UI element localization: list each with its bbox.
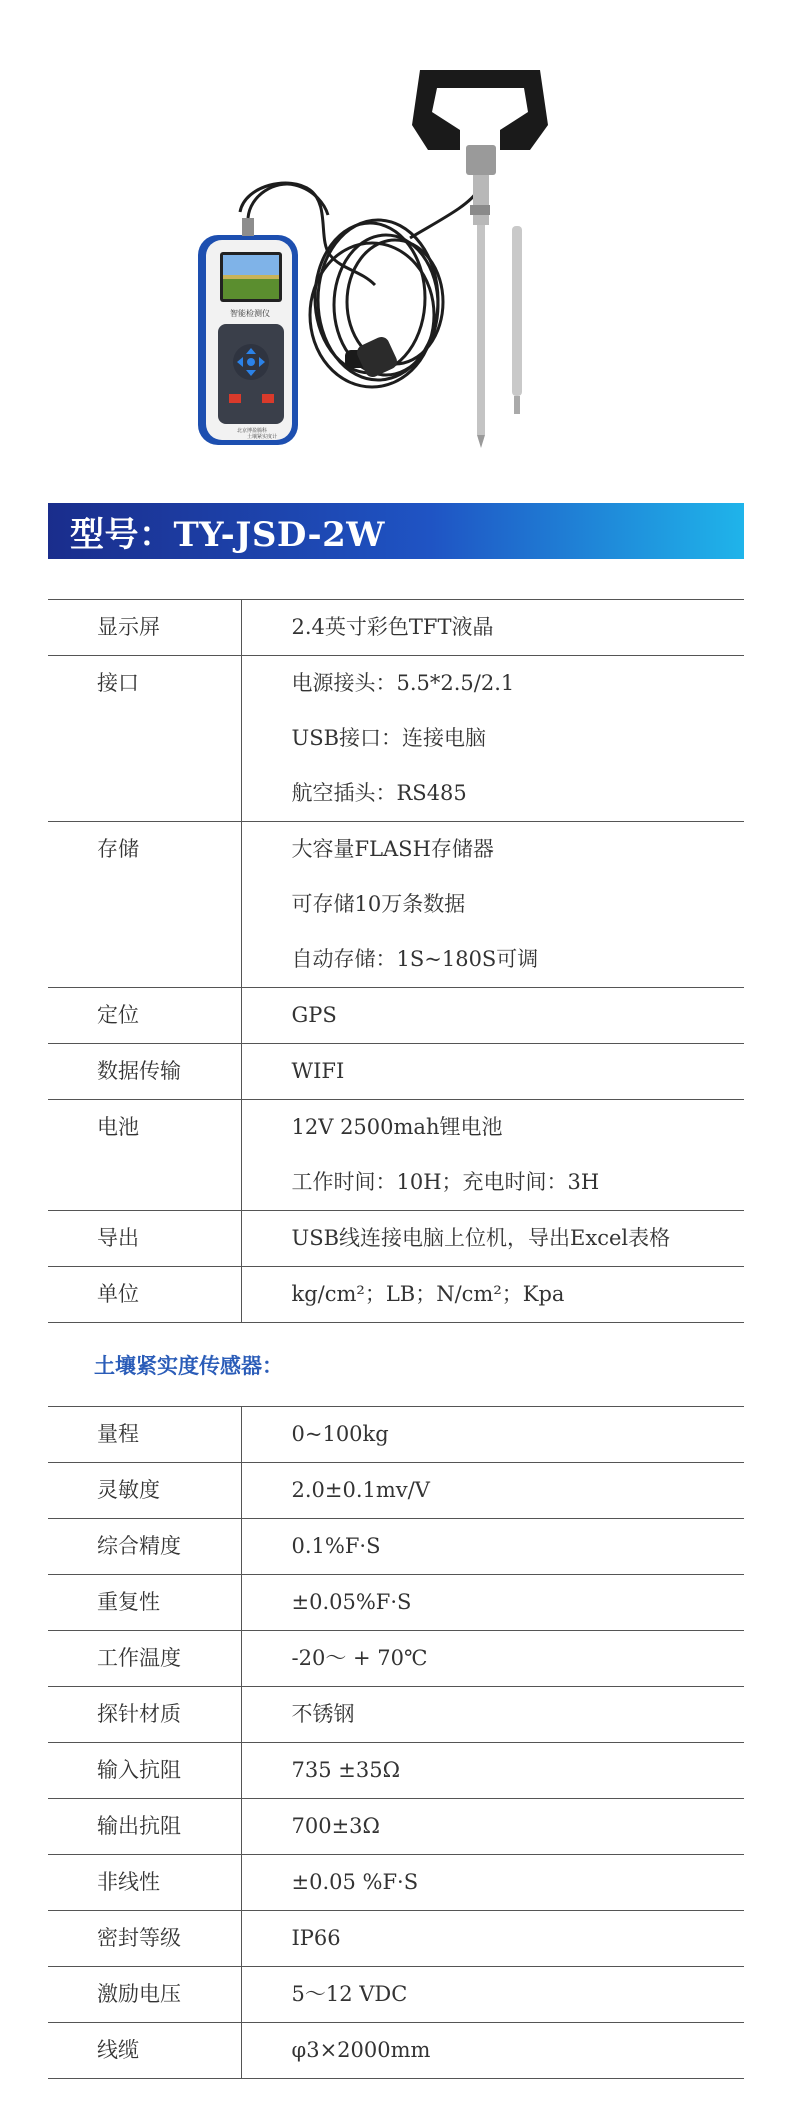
spec-key-label: 导出 (97, 1226, 139, 1250)
spec-key-label: 显示屏 (97, 615, 160, 639)
sensor-key-label: 线缆 (97, 2038, 139, 2062)
model-label: 型号：TY-JSD-2W (70, 514, 385, 555)
spec-key (48, 1211, 241, 1267)
sensor-key-label: 激励电压 (97, 1982, 181, 2006)
sensor-value (241, 1463, 744, 1519)
spec-value-line: 航空插头：RS485 (291, 781, 467, 805)
sensor-key-label: 探针材质 (97, 1702, 181, 1726)
device-spec-row (48, 1100, 744, 1211)
spec-value-line: WIFI (291, 1059, 345, 1083)
sensor-value-line: 0.1%F·S (291, 1534, 381, 1558)
sensor-key (48, 2023, 241, 2079)
sensor-key-label: 密封等级 (97, 1926, 181, 1950)
device-spec-row (48, 822, 744, 988)
spec-value (241, 822, 744, 988)
device-screen-label: 智能检测仪 (230, 309, 270, 318)
spec-value-line: 可存储10万条数据 (291, 892, 466, 916)
spec-value-line: 12V 2500mah锂电池 (291, 1115, 503, 1139)
sensor-spec-row (48, 1967, 744, 2023)
device-bottom-text-2: 土壤紧实度计 (246, 434, 278, 440)
sensor-value-line: ±0.05%F·S (291, 1590, 412, 1614)
spec-value-line: 电源接头：5.5*2.5/2.1 (291, 671, 515, 695)
spec-key (48, 1100, 241, 1211)
spec-value (241, 600, 744, 656)
sensor-spec-row (48, 1631, 744, 1687)
sensor-key (48, 1519, 241, 1575)
spec-key-label: 定位 (97, 1003, 139, 1027)
sensor-key (48, 1967, 241, 2023)
sensor-value-line: 735 ±35Ω (291, 1758, 400, 1782)
sensor-key (48, 1407, 241, 1463)
sensor-spec-row (48, 1463, 744, 1519)
device-spec-row (48, 988, 744, 1044)
sensor-value (241, 1687, 744, 1743)
sensor-value-line: ±0.05 %F·S (291, 1870, 419, 1894)
spec-value-line: kg/cm²；LB；N/cm²；Kpa (291, 1282, 565, 1306)
sensor-value-line: 2.0±0.1mv/V (291, 1478, 430, 1502)
device-spec-row (48, 1267, 744, 1323)
sensor-spec-row (48, 1855, 744, 1911)
sensor-value-line: 0~100kg (291, 1422, 389, 1446)
sensor-key (48, 1799, 241, 1855)
sensor-value (241, 2023, 744, 2079)
spec-value-line: 大容量FLASH存储器 (291, 837, 494, 861)
spec-value-line: GPS (291, 1003, 337, 1027)
sensor-key (48, 1743, 241, 1799)
sensor-value (241, 1519, 744, 1575)
sensor-key-label: 输入抗阻 (97, 1758, 181, 1782)
spec-key-label: 单位 (97, 1282, 139, 1306)
spec-value (241, 988, 744, 1044)
sensor-key-label: 输出抗阻 (97, 1814, 181, 1838)
model-banner (48, 503, 744, 559)
sensor-value-line: φ3×2000mm (291, 2038, 431, 2062)
spec-key-label: 数据传输 (97, 1059, 181, 1083)
sensor-key-label: 非线性 (97, 1870, 160, 1894)
spec-key (48, 1044, 241, 1100)
spec-key-label: 电池 (97, 1115, 139, 1139)
spec-value-line: USB接口：连接电脑 (291, 726, 487, 750)
sensor-spec-row (48, 2023, 744, 2079)
sensor-spec-row (48, 1575, 744, 1631)
spec-value (241, 656, 744, 822)
sensor-spec-table (48, 1406, 744, 2079)
device-spec-row (48, 1044, 744, 1100)
sensor-spec-row (48, 1799, 744, 1855)
sensor-value (241, 1407, 744, 1463)
sensor-value (241, 1967, 744, 2023)
sensor-value (241, 1799, 744, 1855)
sensor-key (48, 1631, 241, 1687)
spec-value (241, 1211, 744, 1267)
sensor-spec-row (48, 1687, 744, 1743)
spec-value-line: 2.4英寸彩色TFT液晶 (291, 615, 494, 639)
sensor-value (241, 1631, 744, 1687)
spec-key (48, 656, 241, 822)
sensor-value-line: 700±3Ω (291, 1814, 380, 1838)
spec-value-line: 工作时间：10H；充电时间：3H (291, 1170, 600, 1194)
sensor-key-label: 工作温度 (97, 1646, 181, 1670)
sensor-value-line: -20～ + 70℃ (291, 1646, 428, 1670)
spec-key (48, 988, 241, 1044)
sensor-key (48, 1855, 241, 1911)
sensor-key (48, 1575, 241, 1631)
spec-key (48, 600, 241, 656)
device-bottom-text-1: 北京博盈腾科 (236, 428, 268, 434)
sensor-value (241, 1855, 744, 1911)
spec-key (48, 822, 241, 988)
sensor-value-line: IP66 (291, 1926, 341, 1950)
device-spec-table (48, 599, 744, 1323)
soil-compaction-meter-illustration (0, 0, 790, 495)
sensor-value (241, 1575, 744, 1631)
spec-value (241, 1267, 744, 1323)
sensor-key-label: 灵敏度 (97, 1478, 160, 1502)
sensor-key (48, 1463, 241, 1519)
spec-key-label: 接口 (97, 671, 139, 695)
sensor-value-line: 不锈钢 (291, 1702, 355, 1726)
product-image (0, 0, 790, 495)
sensor-value (241, 1911, 744, 1967)
sensor-key (48, 1911, 241, 1967)
sensor-spec-row (48, 1407, 744, 1463)
sensor-section-title: 土壤紧实度传感器： (94, 1354, 283, 1378)
sensor-key (48, 1687, 241, 1743)
sensor-spec-row (48, 1911, 744, 1967)
spec-value-line: USB线连接电脑上位机，导出Excel表格 (291, 1226, 671, 1250)
sensor-key-label: 重复性 (97, 1590, 160, 1614)
sensor-value (241, 1743, 744, 1799)
sensor-key-label: 综合精度 (97, 1534, 181, 1558)
sensor-spec-row (48, 1743, 744, 1799)
spec-key-label: 存储 (97, 837, 139, 861)
device-spec-row (48, 1211, 744, 1267)
device-spec-row (48, 600, 744, 656)
spec-key (48, 1267, 241, 1323)
sensor-value-line: 5～12 VDC (291, 1982, 408, 2006)
spec-value (241, 1044, 744, 1100)
device-spec-row (48, 656, 744, 822)
spec-value-line: 自动存储：1S~180S可调 (291, 947, 539, 971)
sensor-spec-row (48, 1519, 744, 1575)
sensor-key-label: 量程 (97, 1422, 139, 1446)
spec-value (241, 1100, 744, 1211)
